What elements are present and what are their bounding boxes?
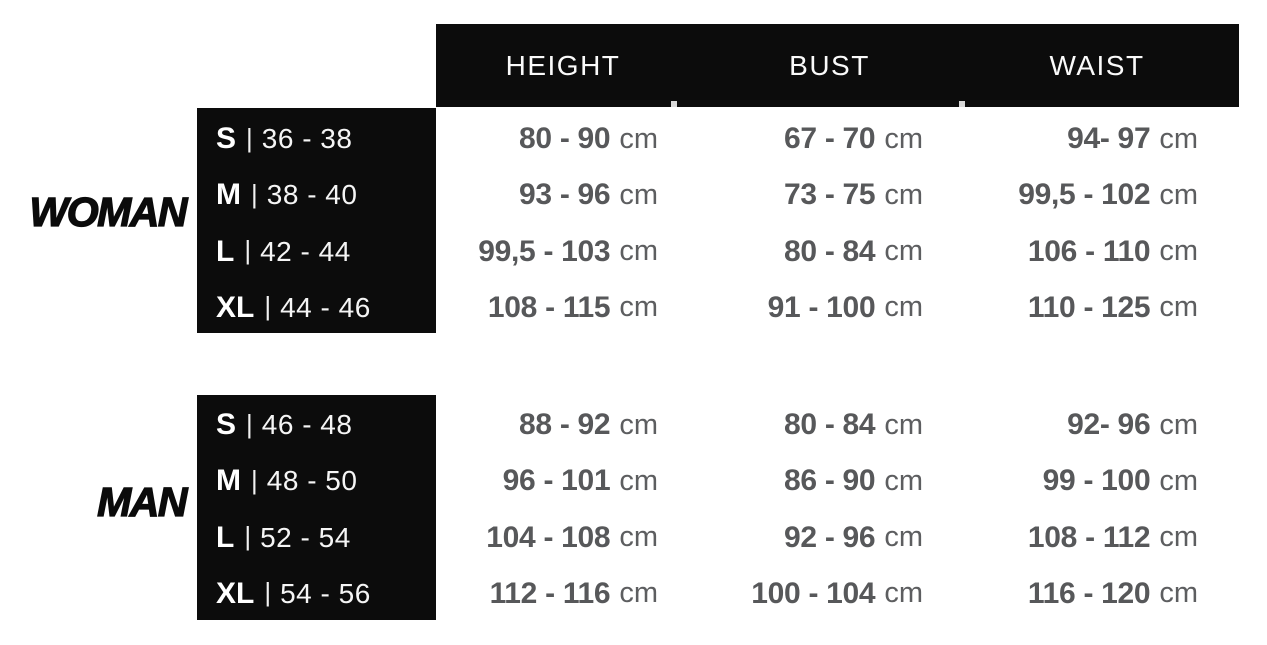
measurement-value: 106 - 110 xyxy=(1027,234,1151,268)
table-header xyxy=(436,24,1239,107)
waist-cell-man-l xyxy=(969,510,1239,566)
measurement-value: 99,5 - 102 xyxy=(1018,178,1151,212)
measurement-value: 116 - 120 xyxy=(1027,576,1151,610)
size-row-man-xl xyxy=(197,566,436,622)
measurement-unit: cm xyxy=(884,235,923,268)
measurement-unit: cm xyxy=(1159,464,1198,497)
measurement-unit: cm xyxy=(1159,577,1198,610)
measurements-man xyxy=(436,397,1239,622)
measurement-value: 80 - 84 xyxy=(784,234,876,268)
measurement-value: 108 - 115 xyxy=(487,290,611,324)
size-list-woman xyxy=(197,108,436,333)
measurement-unit: cm xyxy=(884,408,923,441)
bust-cell-woman-s xyxy=(704,111,969,167)
measurement-value: 96 - 101 xyxy=(502,464,611,498)
measurement-unit: cm xyxy=(619,235,658,268)
size-row-woman-xl xyxy=(197,280,436,336)
measurement-unit: cm xyxy=(619,291,658,324)
height-cell-woman-xl xyxy=(436,280,704,336)
measurement-unit: cm xyxy=(884,122,923,155)
measurement-unit: cm xyxy=(1159,235,1198,268)
measurement-unit: cm xyxy=(884,464,923,497)
size-row-man-l xyxy=(197,510,436,566)
measurement-unit: cm xyxy=(1159,521,1198,554)
measurement-value: 104 - 108 xyxy=(486,520,611,554)
size-range: 54 - 56 xyxy=(280,577,371,609)
bust-cell-man-s xyxy=(704,397,969,453)
size-row-woman-m xyxy=(197,167,436,223)
measurement-value: 92- 96 xyxy=(1067,408,1151,442)
measurement-unit: cm xyxy=(884,521,923,554)
column-header-bust: BUST xyxy=(789,49,870,81)
size-separator: | xyxy=(246,408,253,439)
measurement-value: 94- 97 xyxy=(1067,122,1151,156)
size-code: L xyxy=(216,234,235,268)
size-list-man xyxy=(197,395,436,620)
measurement-unit: cm xyxy=(884,291,923,324)
measurement-value: 73 - 75 xyxy=(784,178,876,212)
height-cell-woman-l xyxy=(436,224,704,280)
measurement-unit: cm xyxy=(1159,291,1198,324)
size-code: S xyxy=(216,408,237,442)
bust-cell-woman-xl xyxy=(704,280,969,336)
waist-cell-woman-s xyxy=(969,111,1239,167)
height-cell-woman-s xyxy=(436,111,704,167)
measurement-unit: cm xyxy=(1159,178,1198,211)
size-code: XL xyxy=(216,576,255,610)
size-row-woman-s xyxy=(197,111,436,167)
waist-cell-woman-xl xyxy=(969,280,1239,336)
size-separator: | xyxy=(244,521,252,552)
waist-cell-man-s xyxy=(969,397,1239,453)
size-range: 52 - 54 xyxy=(260,521,351,553)
measurements-woman xyxy=(436,111,1239,336)
section-label-woman: WOMAN xyxy=(29,189,186,235)
bust-cell-man-m xyxy=(704,453,969,509)
size-separator: | xyxy=(246,122,253,153)
measurement-value: 67 - 70 xyxy=(784,122,876,156)
measurement-unit: cm xyxy=(1159,408,1198,441)
size-code: L xyxy=(216,520,235,554)
measurement-value: 88 - 92 xyxy=(519,408,611,442)
header-divider-notch xyxy=(959,101,965,107)
measurement-unit: cm xyxy=(884,178,923,211)
measurement-value: 99 - 100 xyxy=(1042,464,1151,498)
measurement-value: 80 - 90 xyxy=(519,122,611,156)
measurement-value: 91 - 100 xyxy=(767,290,876,324)
size-code: XL xyxy=(216,290,255,324)
header-divider-notch xyxy=(671,101,677,107)
size-range: 48 - 50 xyxy=(266,465,358,497)
column-header-waist: WAIST xyxy=(1049,49,1145,81)
bust-cell-woman-l xyxy=(704,224,969,280)
size-row-woman-l xyxy=(197,224,436,280)
size-separator: | xyxy=(264,291,272,322)
column-header-height: HEIGHT xyxy=(505,49,621,81)
height-cell-man-l xyxy=(436,510,704,566)
height-cell-woman-m xyxy=(436,167,704,223)
height-cell-man-xl xyxy=(436,566,704,622)
size-code: S xyxy=(216,122,237,156)
size-separator: | xyxy=(251,178,258,209)
size-row-man-m xyxy=(197,453,436,509)
measurement-value: 112 - 116 xyxy=(489,576,611,610)
size-range: 36 - 38 xyxy=(261,123,353,155)
measurement-unit: cm xyxy=(619,122,658,155)
waist-cell-woman-l xyxy=(969,224,1239,280)
measurement-value: 99,5 - 103 xyxy=(478,234,611,268)
size-separator: | xyxy=(244,235,252,266)
bust-cell-man-xl xyxy=(704,566,969,622)
size-range: 38 - 40 xyxy=(266,179,358,211)
height-cell-man-m xyxy=(436,453,704,509)
measurement-unit: cm xyxy=(884,577,923,610)
measurement-unit: cm xyxy=(1159,122,1198,155)
measurement-value: 86 - 90 xyxy=(784,464,876,498)
bust-cell-man-l xyxy=(704,510,969,566)
section-label-man: MAN xyxy=(97,479,186,525)
measurement-unit: cm xyxy=(619,521,658,554)
measurement-value: 92 - 96 xyxy=(784,520,876,554)
size-range: 42 - 44 xyxy=(260,235,351,267)
size-separator: | xyxy=(264,577,272,608)
size-range: 46 - 48 xyxy=(261,409,353,441)
measurement-unit: cm xyxy=(619,408,658,441)
measurement-unit: cm xyxy=(619,178,658,211)
measurement-unit: cm xyxy=(619,464,658,497)
measurement-unit: cm xyxy=(619,577,658,610)
measurement-value: 80 - 84 xyxy=(784,408,876,442)
measurement-value: 110 - 125 xyxy=(1027,290,1151,324)
size-separator: | xyxy=(251,464,258,495)
size-code: M xyxy=(216,464,241,498)
waist-cell-woman-m xyxy=(969,167,1239,223)
bust-cell-woman-m xyxy=(704,167,969,223)
waist-cell-man-xl xyxy=(969,566,1239,622)
size-code: M xyxy=(216,178,241,212)
height-cell-man-s xyxy=(436,397,704,453)
size-range: 44 - 46 xyxy=(280,291,371,323)
waist-cell-man-m xyxy=(969,453,1239,509)
measurement-value: 93 - 96 xyxy=(519,178,611,212)
size-row-man-s xyxy=(197,397,436,453)
measurement-value: 100 - 104 xyxy=(751,576,876,610)
measurement-value: 108 - 112 xyxy=(1027,520,1151,554)
